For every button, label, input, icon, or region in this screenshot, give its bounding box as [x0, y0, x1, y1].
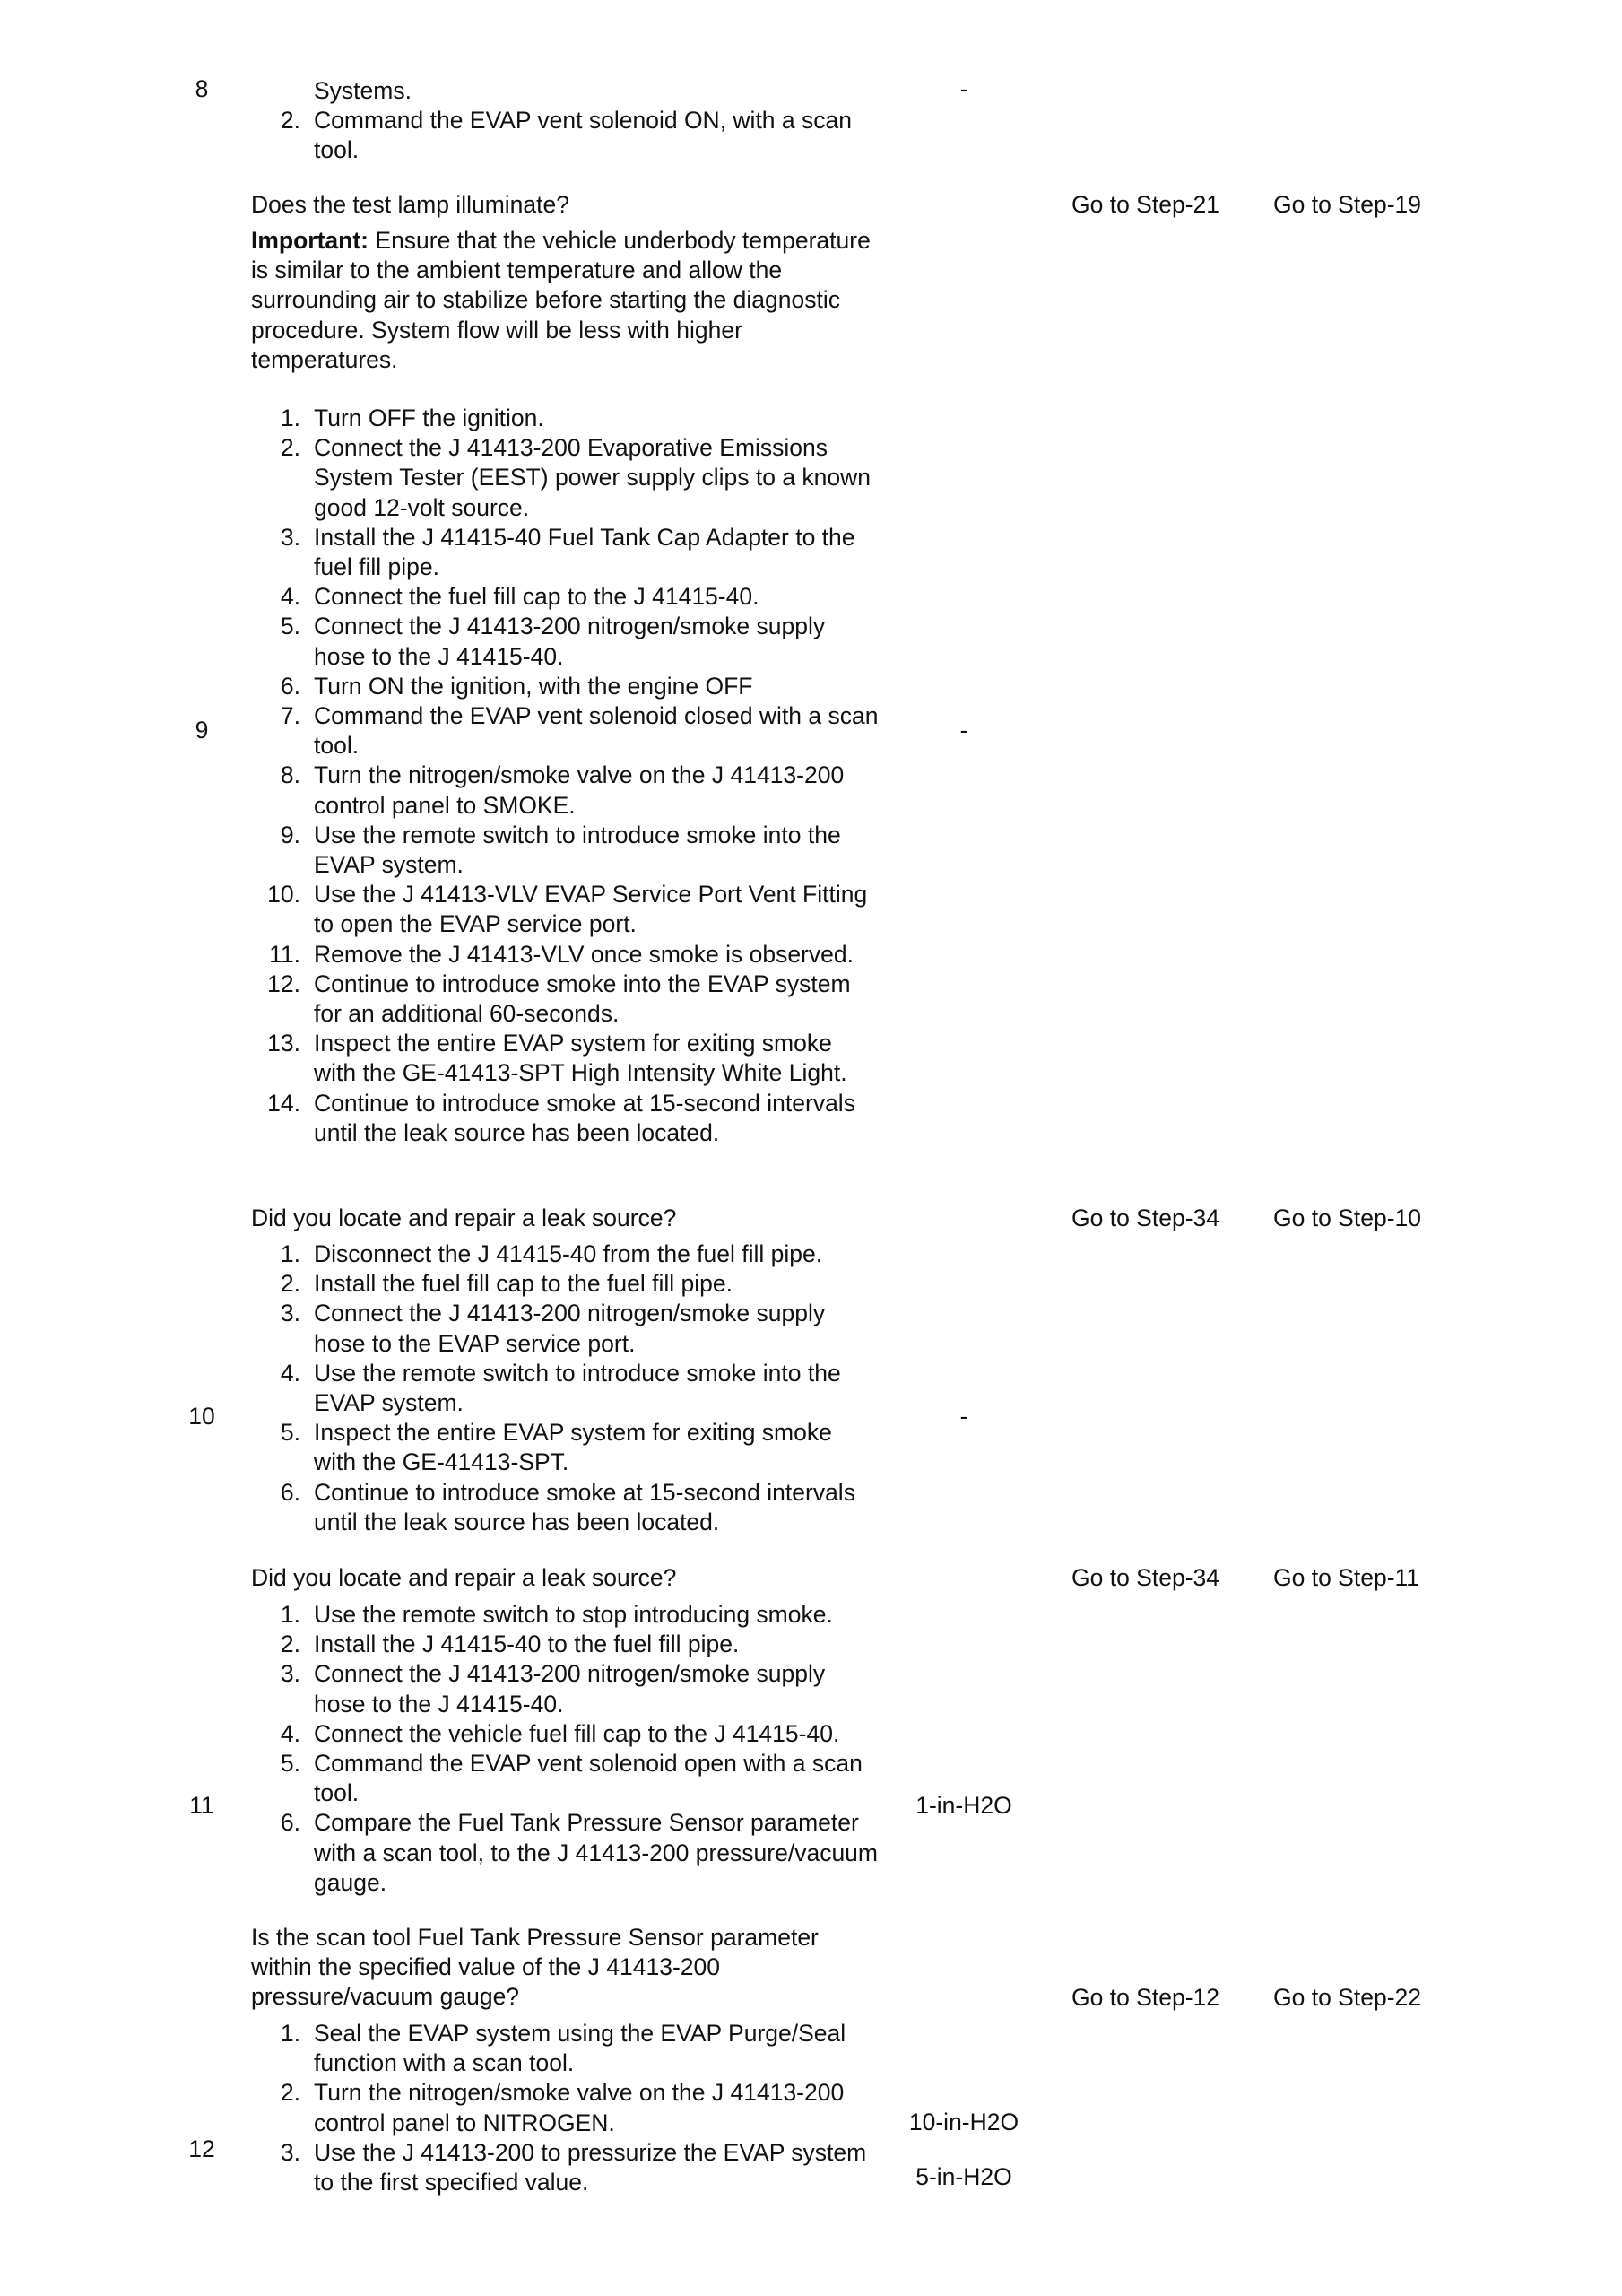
list-item: 3. Use the J 41413-200 to pressurize the EVAP system to the first specified value. — [280, 2138, 867, 2196]
step-9-no-action: Go to Step-10 — [1273, 1205, 1421, 1231]
step-9-list — [251, 404, 879, 1148]
list-item: 6. Turn ON the ignition, with the engine OFF — [280, 672, 753, 700]
list-item: 5. Command the EVAP vent solenoid open with a scan tool. — [280, 1750, 863, 1807]
list-item: 4. Connect the vehicle fuel fill cap to the J 41415-40. — [280, 1719, 840, 1747]
step-10-no-action: Go to Step-11 — [1273, 1564, 1420, 1591]
list-item: 10. Use the J 41413-VLV EVAP Service Port Vent Fitting to open the EVAP service port. — [267, 881, 868, 938]
list-item: 14. Continue to introduce smoke at 15-second intervals until the leak source has been located. — [267, 1089, 855, 1146]
list-item: 7. Command the EVAP vent solenoid closed with a scan tool. — [280, 702, 879, 760]
list-item: 5. Inspect the entire EVAP system for exiting smoke with the GE-41413-SPT. — [280, 1419, 832, 1476]
important-text: Ensure that the vehicle underbody temperature is similar to the ambient temperature and allow the surrounding air to stabilize before starting the diagnostic procedure. System flow will be less with higher temperatures. — [251, 227, 871, 373]
step-number-10: 10 — [188, 1403, 215, 1430]
list-item: 13. Inspect the entire EVAP system for exiting smoke with the GE-41413-SPT High Intensity White Light. — [267, 1030, 847, 1087]
list-item: 1. Turn OFF the ignition. — [280, 404, 544, 431]
step-10-procedure — [251, 1239, 879, 1537]
list-item: 2. Connect the J 41413-200 Evaporative Emissions System Tester (EEST) power supply clips to a known good 12-volt source. — [280, 434, 872, 521]
step-10-yes-action: Go to Step-34 — [1071, 1564, 1219, 1591]
step-12-spec-second: 5-in-H2O — [915, 2163, 1012, 2190]
step-11-spec: 1-in-H2O — [915, 1792, 1012, 1819]
step-8-yes-action: Go to Step-21 — [1071, 191, 1219, 218]
list-item: 8. Turn the nitrogen/smoke valve on the J 41413-200 control panel to SMOKE. — [280, 761, 845, 819]
list-item: 3. Connect the J 41413-200 nitrogen/smoke supply hose to the J 41415-40. — [280, 1660, 826, 1718]
list-item: 2. Turn the nitrogen/smoke valve on the J 41413-200 control panel to NITROGEN. — [280, 2079, 845, 2136]
list-item: 11. Remove the J 41413-VLV once smoke is observed. — [269, 940, 854, 968]
step-11-no-action: Go to Step-22 — [1273, 1984, 1421, 2011]
step-10-spec: - — [959, 1403, 968, 1430]
step-8-no-action: Go to Step-19 — [1273, 191, 1421, 218]
important-label: Important: — [251, 227, 369, 254]
step-11-question: Is the scan tool Fuel Tank Pressure Sensor parameter within the specified value of the J 41413-200 pressure/vacuum gauge? — [251, 1924, 819, 2011]
list-item: 4. Connect the fuel fill cap to the J 41415-40. — [280, 583, 759, 611]
step-8-spec: - — [959, 75, 968, 102]
list-item: 12. Continue to introduce smoke into the EVAP system for an additional 60-seconds. — [267, 970, 851, 1028]
list-item: 6. Compare the Fuel Tank Pressure Sensor parameter with a scan tool, to the J 41413-200 pressure/vacuum gauge. — [280, 1809, 878, 1896]
step-9-question: Did you locate and repair a leak source? — [251, 1205, 677, 1231]
step-10-question: Did you locate and repair a leak source? — [251, 1564, 677, 1591]
step-8-question: Does the test lamp illuminate? — [251, 191, 569, 218]
list-item: 1. Use the remote switch to stop introducing smoke. — [280, 1601, 833, 1628]
list-item: 1. Seal the EVAP system using the EVAP Purge/Seal function with a scan tool. — [280, 2020, 846, 2077]
step-12-list — [251, 2019, 879, 2197]
step-8-procedure — [251, 76, 879, 166]
step-11-yes-action: Go to Step-12 — [1071, 1984, 1219, 2011]
list-item: 4. Use the remote switch to introduce smoke into the EVAP system. — [280, 1359, 841, 1417]
step-9-yes-action: Go to Step-34 — [1071, 1205, 1219, 1231]
list-item: Systems. — [314, 77, 412, 104]
list-item: 6. Continue to introduce smoke at 15-second intervals until the leak source has been located. — [280, 1478, 855, 1535]
list-item: 5. Connect the J 41413-200 nitrogen/smoke supply hose to the J 41415-40. — [280, 613, 826, 670]
step-10-list — [251, 1239, 879, 1537]
list-item: 9. Use the remote switch to introduce smoke into the EVAP system. — [280, 821, 841, 879]
step-9-procedure — [251, 404, 879, 1148]
step-8-list — [251, 76, 879, 166]
list-item: 2. Install the J 41415-40 to the fuel fill pipe. — [280, 1631, 740, 1658]
step-11-list — [251, 1600, 879, 1898]
step-number-8: 8 — [195, 75, 209, 102]
list-item: 2. Command the EVAP vent solenoid ON, with a scan tool. — [280, 107, 852, 164]
step-number-11: 11 — [189, 1792, 214, 1819]
list-item: 2. Install the fuel fill cap to the fuel fill pipe. — [280, 1270, 733, 1298]
step-number-12: 12 — [188, 2135, 215, 2162]
step-number-9: 9 — [195, 717, 209, 744]
list-item: 3. Install the J 41415-40 Fuel Tank Cap Adapter to the fuel fill pipe. — [280, 523, 855, 581]
step-12-procedure — [251, 2019, 879, 2197]
step-9-important-note — [251, 226, 879, 375]
step-12-spec-first: 10-in-H2O — [908, 2109, 1019, 2135]
step-9-spec: - — [959, 717, 968, 744]
list-item: 1. Disconnect the J 41415-40 from the fuel fill pipe. — [280, 1240, 823, 1267]
list-item: 3. Connect the J 41413-200 nitrogen/smoke supply hose to the EVAP service port. — [280, 1300, 826, 1357]
step-11-procedure — [251, 1600, 879, 1898]
